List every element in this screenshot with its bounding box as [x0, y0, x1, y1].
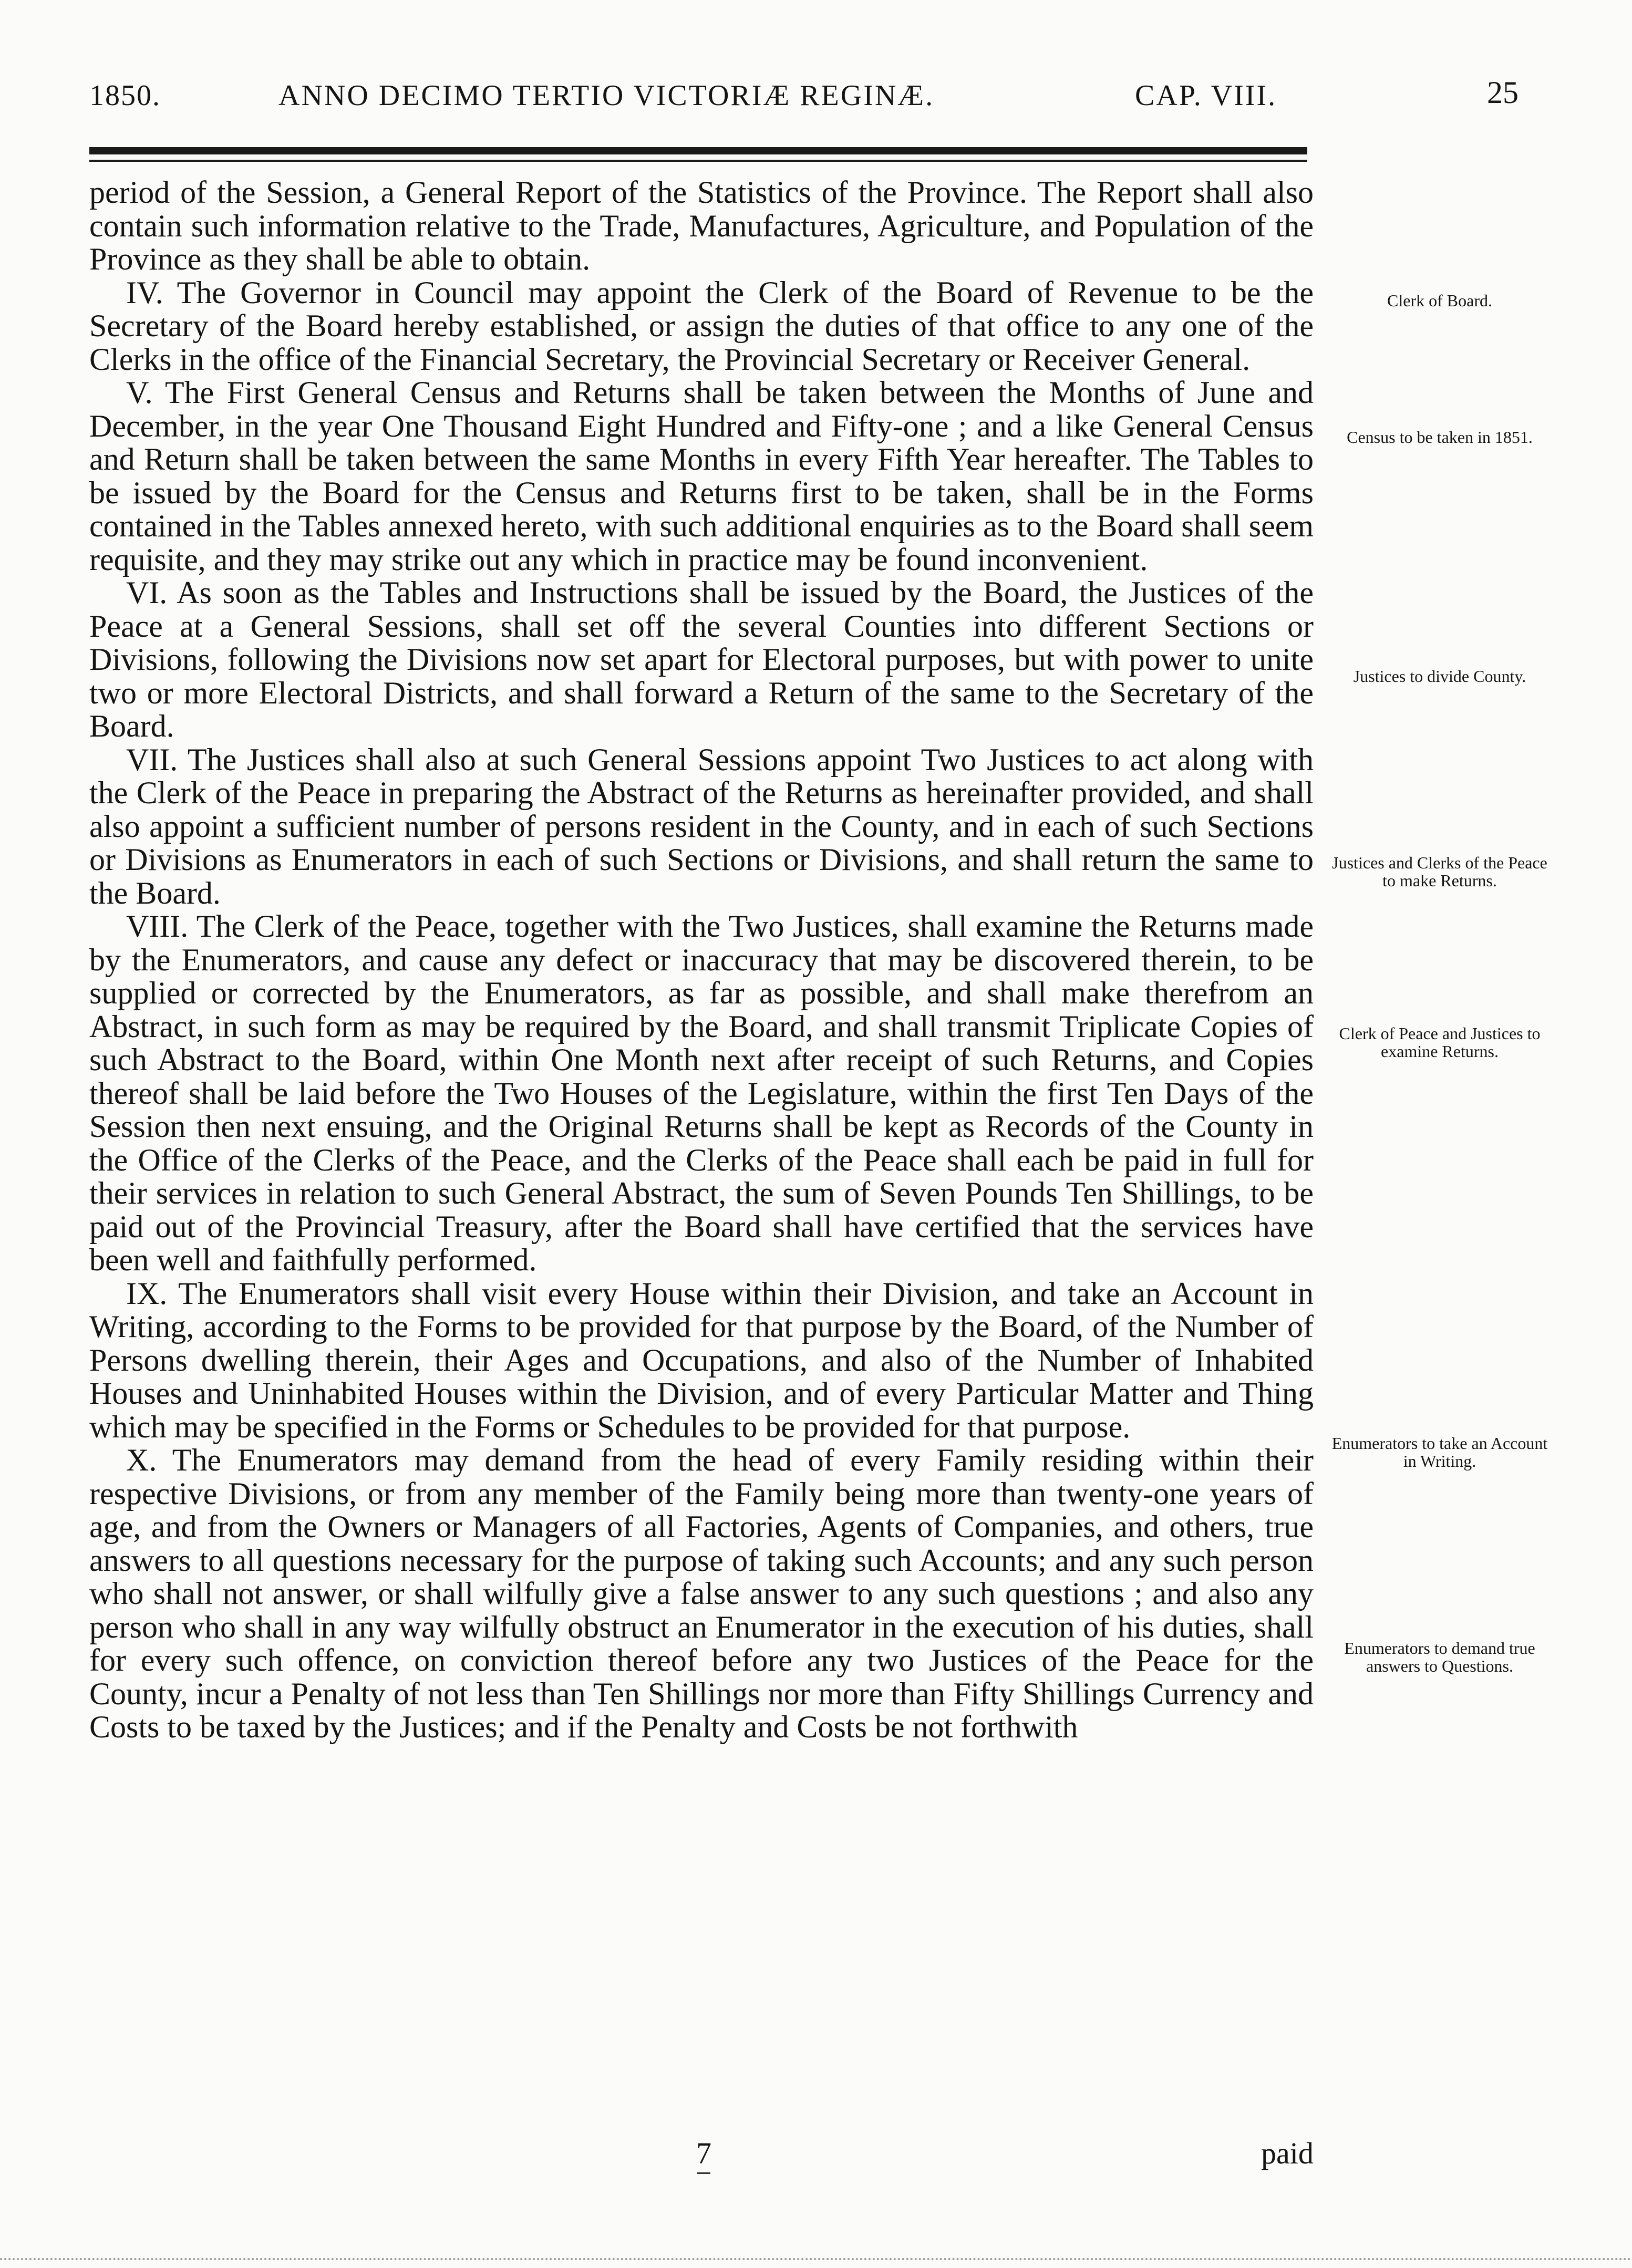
body-text [89, 176, 1314, 1744]
section-vii: VII. The Justices shall also at such General Sessions appoint Two Justices to act along with the Clerk of the Peace in preparing the Abstract of the Returns as hereinafter provided, and shall also appoint a sufficient number of persons resident in the County, and in each of such Sections or Divisions as Enumerators in each of such Sections or Divisions, and shall return the same to the Board. [89, 742, 1314, 910]
margin-note-justices-clerks-returns: Justices and Clerks of the Peace to make Returns. [1332, 853, 1547, 890]
margin-note-census-1851: Census to be taken in 1851. [1347, 428, 1533, 447]
section-ix: IX. The Enumerators shall visit every House within their Division, and take an Account in Writing, according to the Forms to be provided for that purpose by the Board, of the Number of Persons dwelling therein, their Ages and Occupations, and also of the Number of Inhabited Houses and Uninhabited Houses within the Division, and of every Particular Matter and Thing which may be specified in the Forms or Schedules to be provided for that purpose. [89, 1276, 1314, 1444]
section-iv: IV. The Governor in Council may appoint the Clerk of the Board of Revenue to be the Secretary of the Board hereby established, or assign the duties of that office to any one of the Clerks in the office of the Financial Secretary, the Provincial Secretary or Receiver General. [89, 275, 1314, 377]
margin-note-account-writing: Enumerators to take an Account in Writing. [1331, 1434, 1548, 1470]
header-title: ANNO DECIMO TERTIO VICTORIÆ REGINÆ. [278, 79, 935, 112]
header-rule-thick [89, 147, 1307, 154]
running-header [89, 75, 1540, 126]
margin-note-justices-divide: Justices to divide County. [1353, 667, 1526, 686]
section-v: V. The First General Census and Returns shall be taken between the Months of June and December, in the year One Thousand Eight Hundred and Fifty-one ; and a like General Census and Return shall be taken between the same Months in every Fifth Year hereafter. The Tables to be issued by the Board for the Census and Returns first to be taken, shall be in the Forms contained in the Tables annexed hereto, with such additional enquiries as to the Board shall seem requisite, and they may strike out any which in practice may be found inconvenient. [89, 375, 1314, 577]
paragraph-continuation: period of the Session, a General Report of the Statistics of the Province. The Report shall also contain such information relative to the Trade, Manufactures, Agriculture, and Population of the Province as they shall be able to obtain. [89, 175, 1314, 276]
header-year: 1850. [89, 79, 161, 112]
catchword: paid [1261, 2136, 1314, 2170]
page-edge-dots [0, 2258, 1632, 2260]
signature-mark: 7 [696, 2136, 711, 2170]
margin-note-true-answers: Enumerators to demand true answers to Questions. [1344, 1639, 1535, 1675]
margin-note-examine-returns: Clerk of Peace and Justices to examine Returns. [1339, 1024, 1541, 1061]
page-number: 25 [1487, 75, 1519, 110]
section-viii: VIII. The Clerk of the Peace, together with the Two Justices, shall examine the Returns made by the Enumerators, and cause any defect or inaccuracy that may be discovered therein, to be supplied or corrected by the Enumerators, as far as possible, and shall make therefrom an Abstract, in such form as may be required by the Board, and shall transmit Triplicate Copies of such Abstract to the Board, within One Month next after receipt of such Returns, and Copies thereof shall be laid before the Two Houses of the Legislature, within the first Ten Days of the Session then next ensuing, and the Original Returns shall be kept as Records of the County in the Office of the Clerks of the Peace, and the Clerks of the Peace shall each be paid in full for their services in relation to such General Abstract, the sum of Seven Pounds Ten Shillings, to be paid out of the Provincial Treasury, after the Board shall have certified that the services have been well and faithfully performed. [89, 909, 1314, 1277]
section-vi: VI. As soon as the Tables and Instructions shall be issued by the Board, the Justices of the Peace at a General Sessions, shall set off the several Counties into different Sections or Divisions, following the Divisions now set apart for Electoral purposes, but with power to unite two or more Electoral Districts, and shall forward a Return of the same to the Secretary of the Board. [89, 575, 1314, 743]
section-x: X. The Enumerators may demand from the head of every Family residing within their respective Divisions, or from any member of the Family being more than twenty-one years of age, and from the Owners or Managers of all Factories, Agents of Companies, and others, true answers to all questions necessary for the purpose of taking such Accounts; and any such person who shall not answer, or shall wilfully give a false answer to any such questions ; and also any person who shall in any way wilfully obstruct an Enumerator in the execution of his duties, shall for every such offence, on conviction thereof before any two Justices of the Peace for the County, incur a Penalty of not less than Ten Shillings nor more than Fifty Shillings Currency and Costs to be taxed by the Justices; and if the Penalty and Costs be not forthwith [89, 1443, 1314, 1744]
header-chapter: CAP. VIII. [1135, 79, 1277, 112]
margin-note-clerk-of-board: Clerk of Board. [1387, 291, 1492, 310]
header-rule-thin [89, 160, 1307, 162]
